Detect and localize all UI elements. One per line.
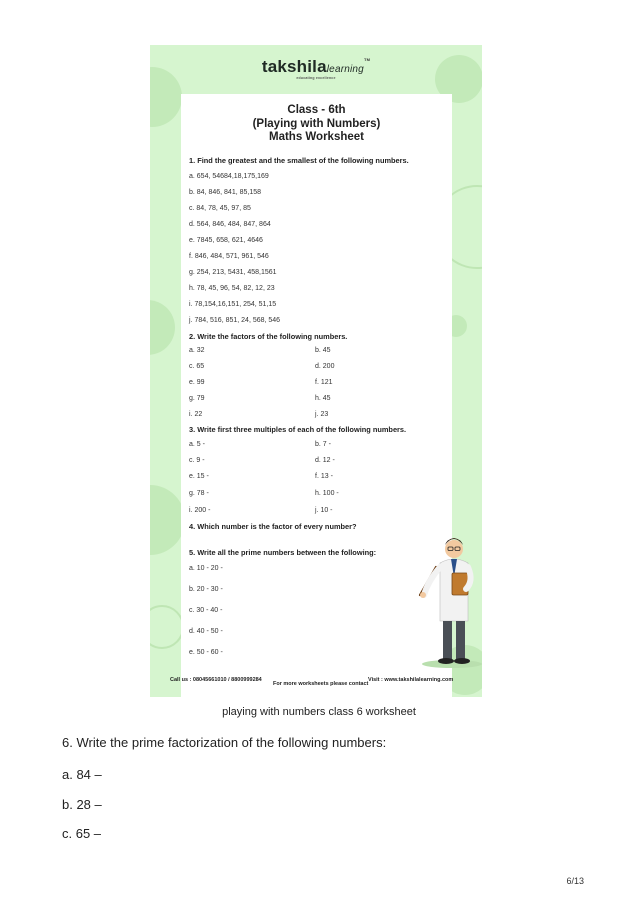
decor-circle [150, 485, 185, 555]
title-type: Maths Worksheet [268, 131, 364, 143]
footer-contact: For more worksheets please contact [273, 681, 369, 687]
q1-item: b. 84, 846, 841, 85,158 [189, 189, 262, 196]
question-6-item: a. 84 – [62, 767, 102, 782]
q5-heading: 5. Write all the prime numbers between the following: [189, 548, 377, 557]
q1-item: e. 7845, 658, 621, 4646 [189, 237, 263, 244]
q5-item: d. 40 - 50 - [189, 628, 223, 635]
q3-item: b. 7 - [315, 441, 331, 448]
q1-item: j. 784, 516, 851, 24, 568, 546 [189, 317, 281, 324]
q4-heading: 4. Which number is the factor of every number? [189, 522, 357, 531]
q3-item: j. 10 - [315, 507, 333, 514]
takshila-logo [150, 51, 482, 91]
title-topic: (Playing with Numbers) [252, 117, 381, 130]
q3-item: g. 78 - [189, 490, 209, 497]
q5-item: e. 50 - 60 - [189, 649, 223, 656]
footer-visit: Visit : www.takshilalearning.com [368, 677, 454, 683]
logo-suffix: learning [326, 64, 364, 75]
q1-item: c. 84, 78, 45, 97, 85 [189, 205, 251, 212]
logo-tm: TM [363, 57, 371, 62]
q3-heading: 3. Write first three multiples of each of the following numbers. [189, 425, 407, 434]
q1-item: d. 564, 846, 484, 847, 864 [189, 221, 271, 228]
decor-circle [150, 300, 175, 355]
q3-item: c. 9 - [189, 457, 205, 464]
q3-item: e. 15 - [189, 473, 209, 480]
worksheet-sheet [181, 94, 452, 697]
q1-heading: 1. Find the greatest and the smallest of the following numbers. [189, 156, 409, 165]
q3-item: d. 12 - [315, 457, 335, 464]
logo-tagline: educating excellence [296, 76, 336, 80]
decor-ring [150, 605, 184, 649]
question-6-item: b. 28 – [62, 797, 102, 812]
q1-item: i. 78,154,16,151, 254, 51,15 [189, 301, 277, 308]
q2-item: c. 65 [189, 363, 205, 370]
q2-item: e. 99 [189, 379, 205, 386]
q2-item: j. 23 [315, 411, 329, 418]
title-class: Class - 6th [287, 104, 346, 116]
question-6-item: c. 65 – [62, 826, 102, 841]
q1-item: h. 78, 45, 96, 54, 82, 12, 23 [189, 285, 275, 292]
q2-item: a. 32 [189, 347, 205, 354]
q3-item: a. 5 - [189, 441, 205, 448]
q3-item: f. 13 - [315, 473, 333, 480]
question-6: 6. Write the prime factorization of the following numbers: [62, 735, 387, 750]
q2-item: f. 121 [315, 379, 333, 386]
image-caption: playing with numbers class 6 worksheet [222, 706, 416, 718]
page-number: 6/13 [566, 876, 584, 886]
q5-item: c. 30 - 40 - [189, 607, 223, 614]
q2-heading: 2. Write the factors of the following numbers. [189, 332, 348, 341]
worksheet-poster [150, 45, 482, 697]
q5-item: a. 10 - 20 - [189, 565, 223, 572]
q1-item: g. 254, 213, 5431, 458,1561 [189, 269, 277, 276]
q1-item: a. 654, 54684,18,175,169 [189, 173, 269, 180]
q3-item: i. 200 - [189, 507, 211, 514]
q5-item: b. 20 - 30 - [189, 586, 223, 593]
q2-item: h. 45 [315, 395, 331, 402]
footer-call: Call us : 08045661010 / 8800999284 [170, 677, 262, 683]
q2-item: i. 22 [189, 411, 203, 418]
worksheet-title [181, 104, 452, 145]
q3-item: h. 100 - [315, 490, 339, 497]
q1-item: f. 846, 484, 571, 961, 546 [189, 253, 269, 260]
q2-item: b. 45 [315, 347, 331, 354]
q2-item: g. 79 [189, 395, 205, 402]
q2-item: d. 200 [315, 363, 335, 370]
logo-brand: takshila [261, 57, 327, 76]
teacher-illustration-icon [416, 525, 482, 670]
